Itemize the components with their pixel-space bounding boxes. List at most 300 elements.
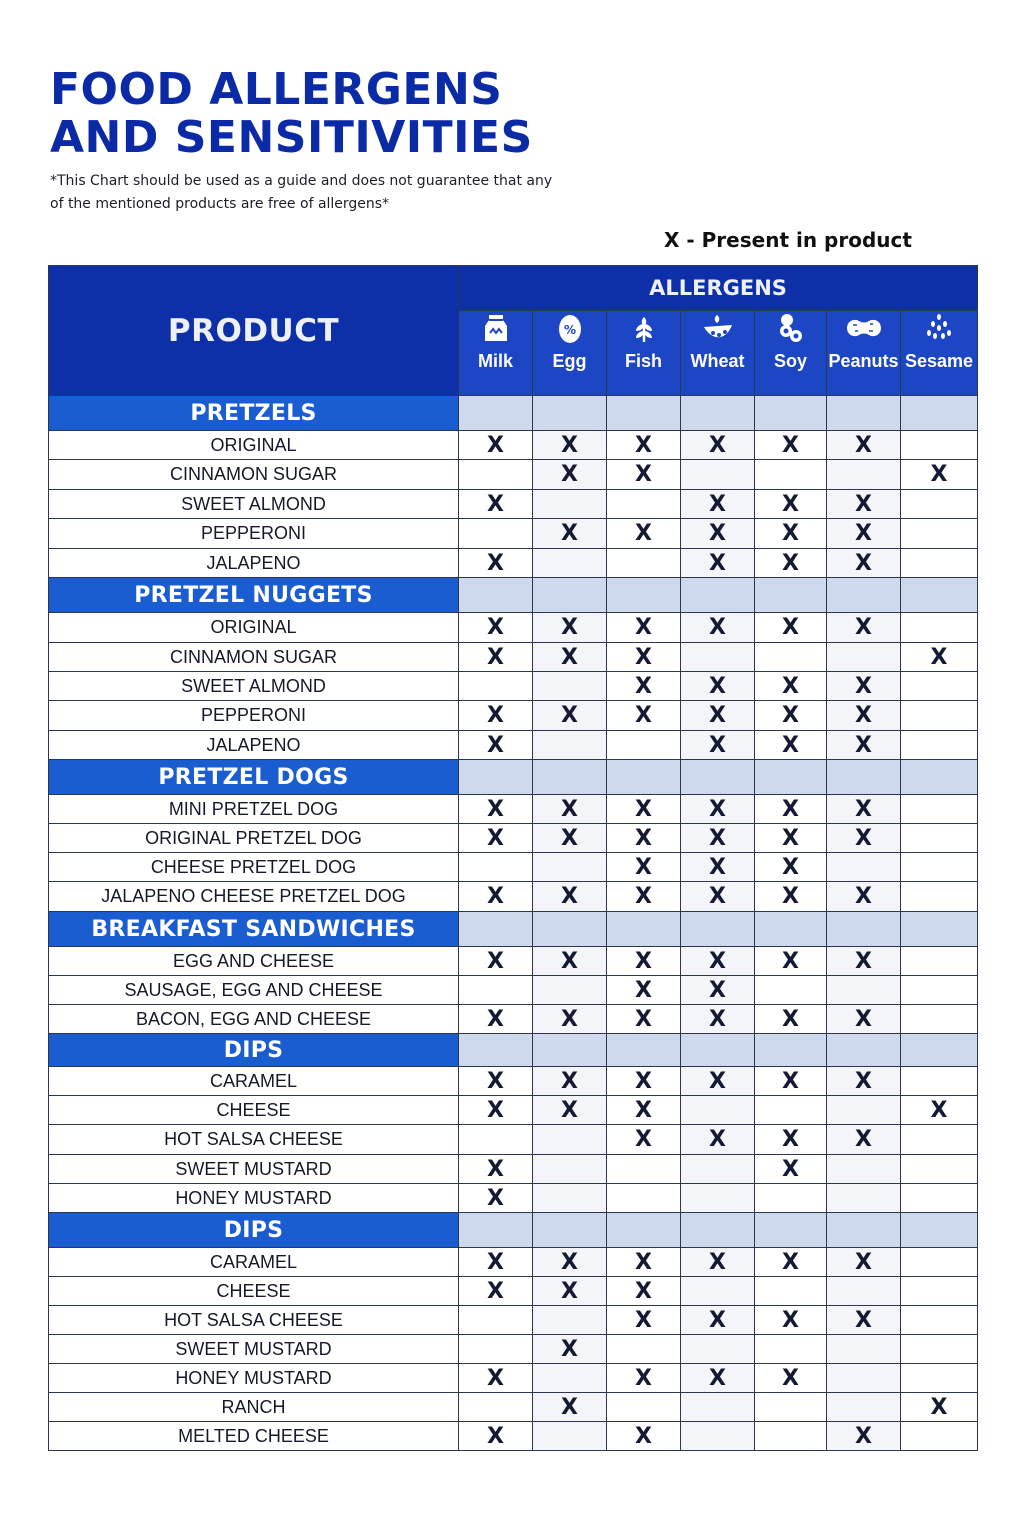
- allergen-cell-peanuts: X: [827, 731, 901, 760]
- column-label: Fish: [624, 351, 662, 371]
- allergen-cell-fish: X: [607, 976, 681, 1005]
- table-row: [49, 613, 978, 643]
- allergen-cell-milk: X: [459, 1155, 533, 1184]
- category-fill-cell: [533, 578, 607, 613]
- product-name: HOT SALSA CHEESE: [49, 1306, 459, 1335]
- allergen-cell-sesame: [901, 549, 978, 578]
- allergen-cell-milk: [459, 1306, 533, 1335]
- product-name: MELTED CHEESE: [49, 1422, 459, 1451]
- table-row: [49, 1393, 978, 1422]
- allergen-cell-wheat: [681, 1335, 755, 1364]
- category-title: PRETZELS: [49, 396, 459, 431]
- product-name: SWEET MUSTARD: [49, 1335, 459, 1364]
- allergen-cell-wheat: X: [681, 1364, 755, 1393]
- product-name: RANCH: [49, 1393, 459, 1422]
- allergen-cell-peanuts: [827, 460, 901, 490]
- disclaimer: [50, 170, 610, 216]
- allergen-cell-soy: X: [755, 431, 827, 460]
- allergen-cell-milk: X: [459, 549, 533, 578]
- allergen-cell-soy: X: [755, 549, 827, 578]
- allergen-cell-peanuts: X: [827, 1306, 901, 1335]
- allergen-cell-egg: X: [533, 519, 607, 549]
- category-row: [49, 1213, 978, 1248]
- sesame-icon: [922, 311, 956, 345]
- column-peanuts: [827, 311, 901, 396]
- allergen-cell-milk: X: [459, 431, 533, 460]
- column-label: Egg: [552, 351, 587, 371]
- table-row: [49, 1335, 978, 1364]
- allergen-cell-soy: [755, 1393, 827, 1422]
- column-sesame: [901, 311, 978, 396]
- column-soy: [755, 311, 827, 396]
- category-fill-cell: [827, 1034, 901, 1067]
- category-fill-cell: [901, 396, 978, 431]
- allergen-cell-fish: X: [607, 1364, 681, 1393]
- allergen-cell-soy: [755, 643, 827, 672]
- allergen-cell-soy: X: [755, 519, 827, 549]
- svg-text:%: %: [563, 323, 576, 337]
- allergen-cell-milk: X: [459, 1364, 533, 1393]
- allergen-cell-milk: [459, 1393, 533, 1422]
- allergen-cell-peanuts: [827, 1277, 901, 1306]
- column-label: Soy: [773, 351, 807, 371]
- category-fill-cell: [607, 760, 681, 795]
- allergen-cell-peanuts: X: [827, 701, 901, 731]
- category-fill-cell: [755, 396, 827, 431]
- allergen-cell-sesame: [901, 1067, 978, 1096]
- category-title: BREAKFAST SANDWICHES: [49, 912, 459, 947]
- allergen-cell-fish: [607, 731, 681, 760]
- product-name: CHEESE: [49, 1096, 459, 1125]
- allergen-cell-sesame: [901, 1155, 978, 1184]
- category-title: DIPS: [49, 1213, 459, 1248]
- allergen-cell-sesame: X: [901, 1096, 978, 1125]
- allergens-header: ALLERGENS: [459, 266, 978, 311]
- allergen-cell-egg: X: [533, 701, 607, 731]
- allergen-cell-peanuts: X: [827, 672, 901, 701]
- allergen-cell-egg: [533, 549, 607, 578]
- category-fill-cell: [459, 912, 533, 947]
- table-row: [49, 976, 978, 1005]
- allergen-cell-fish: [607, 1184, 681, 1213]
- category-fill-cell: [827, 1213, 901, 1248]
- category-fill-cell: [681, 1213, 755, 1248]
- egg-icon: [553, 311, 587, 345]
- allergen-cell-milk: X: [459, 1277, 533, 1306]
- column-fish: [607, 311, 681, 396]
- allergen-cell-peanuts: X: [827, 1125, 901, 1155]
- allergen-cell-egg: X: [533, 882, 607, 912]
- allergen-cell-soy: [755, 1184, 827, 1213]
- table-row: [49, 1125, 978, 1155]
- allergen-cell-wheat: X: [681, 549, 755, 578]
- allergen-cell-soy: X: [755, 1125, 827, 1155]
- table-row: [49, 1422, 978, 1451]
- allergen-cell-fish: X: [607, 853, 681, 882]
- allergen-cell-sesame: [901, 1306, 978, 1335]
- category-fill-cell: [827, 396, 901, 431]
- table-row: [49, 882, 978, 912]
- category-row: [49, 396, 978, 431]
- allergen-cell-egg: X: [533, 460, 607, 490]
- allergen-cell-wheat: X: [681, 853, 755, 882]
- table-row: [49, 643, 978, 672]
- allergen-cell-milk: X: [459, 1067, 533, 1096]
- allergen-cell-fish: [607, 549, 681, 578]
- allergen-cell-peanuts: X: [827, 1422, 901, 1451]
- product-name: CARAMEL: [49, 1067, 459, 1096]
- allergen-cell-egg: X: [533, 1067, 607, 1096]
- category-title: DIPS: [49, 1034, 459, 1067]
- allergen-cell-egg: [533, 976, 607, 1005]
- allergen-cell-fish: [607, 1335, 681, 1364]
- allergen-cell-egg: X: [533, 824, 607, 853]
- allergen-cell-egg: X: [533, 1277, 607, 1306]
- allergen-cell-soy: X: [755, 795, 827, 824]
- allergen-cell-peanuts: X: [827, 613, 901, 643]
- allergen-cell-egg: [533, 1184, 607, 1213]
- allergen-cell-wheat: [681, 1393, 755, 1422]
- allergen-cell-sesame: X: [901, 460, 978, 490]
- category-fill-cell: [607, 1213, 681, 1248]
- allergen-cell-peanuts: X: [827, 549, 901, 578]
- category-fill-cell: [607, 912, 681, 947]
- allergen-cell-peanuts: X: [827, 795, 901, 824]
- allergen-cell-peanuts: X: [827, 1248, 901, 1277]
- category-fill-cell: [901, 760, 978, 795]
- allergen-cell-egg: X: [533, 1393, 607, 1422]
- allergen-cell-egg: X: [533, 613, 607, 643]
- allergen-cell-milk: X: [459, 1096, 533, 1125]
- allergen-cell-sesame: [901, 882, 978, 912]
- allergen-cell-wheat: X: [681, 824, 755, 853]
- allergen-cell-soy: [755, 1277, 827, 1306]
- table-row: [49, 1277, 978, 1306]
- column-label: Peanuts: [828, 351, 899, 371]
- allergen-cell-wheat: X: [681, 672, 755, 701]
- allergen-cell-sesame: [901, 947, 978, 976]
- allergen-cell-wheat: X: [681, 613, 755, 643]
- allergen-cell-fish: X: [607, 1306, 681, 1335]
- allergen-cell-sesame: [901, 1184, 978, 1213]
- allergen-cell-egg: X: [533, 947, 607, 976]
- allergen-cell-sesame: [901, 1422, 978, 1451]
- allergen-cell-soy: X: [755, 824, 827, 853]
- allergen-cell-wheat: X: [681, 490, 755, 519]
- product-name: ORIGINAL: [49, 431, 459, 460]
- allergen-cell-fish: X: [607, 672, 681, 701]
- allergen-cell-wheat: X: [681, 1005, 755, 1034]
- allergen-cell-sesame: [901, 613, 978, 643]
- allergen-cell-wheat: X: [681, 795, 755, 824]
- allergen-cell-soy: X: [755, 672, 827, 701]
- allergen-cell-egg: [533, 1306, 607, 1335]
- title-line-1: FOOD ALLERGENS: [50, 64, 503, 115]
- product-name: MINI PRETZEL DOG: [49, 795, 459, 824]
- allergen-cell-soy: [755, 976, 827, 1005]
- category-fill-cell: [755, 578, 827, 613]
- allergen-cell-fish: X: [607, 795, 681, 824]
- allergen-cell-milk: X: [459, 824, 533, 853]
- allergen-cell-soy: X: [755, 1067, 827, 1096]
- allergen-cell-soy: [755, 460, 827, 490]
- category-fill-cell: [681, 578, 755, 613]
- allergen-cell-milk: X: [459, 1184, 533, 1213]
- allergen-cell-soy: X: [755, 1306, 827, 1335]
- allergen-cell-fish: X: [607, 824, 681, 853]
- allergen-cell-soy: [755, 1096, 827, 1125]
- allergen-cell-fish: X: [607, 1125, 681, 1155]
- category-fill-cell: [755, 1034, 827, 1067]
- allergen-cell-milk: X: [459, 701, 533, 731]
- allergen-cell-wheat: [681, 1277, 755, 1306]
- page-title: [50, 66, 533, 162]
- allergen-cell-egg: [533, 1125, 607, 1155]
- allergen-cell-sesame: [901, 490, 978, 519]
- peanut-icon: [841, 311, 887, 345]
- product-name: CHEESE PRETZEL DOG: [49, 853, 459, 882]
- table-row: [49, 1306, 978, 1335]
- category-fill-cell: [533, 1034, 607, 1067]
- category-fill-cell: [459, 578, 533, 613]
- allergen-cell-egg: [533, 1422, 607, 1451]
- allergen-cell-peanuts: [827, 1096, 901, 1125]
- allergen-cell-soy: X: [755, 701, 827, 731]
- table-row: [49, 795, 978, 824]
- allergen-cell-fish: X: [607, 947, 681, 976]
- category-fill-cell: [459, 760, 533, 795]
- table-row: [49, 824, 978, 853]
- table-row: [49, 1155, 978, 1184]
- category-fill-cell: [827, 912, 901, 947]
- allergen-cell-milk: X: [459, 643, 533, 672]
- milk-carton-icon: [479, 311, 513, 345]
- allergen-cell-milk: [459, 519, 533, 549]
- allergen-cell-fish: X: [607, 701, 681, 731]
- product-name: CARAMEL: [49, 1248, 459, 1277]
- product-name: BACON, EGG AND CHEESE: [49, 1005, 459, 1034]
- allergen-cell-peanuts: [827, 976, 901, 1005]
- category-fill-cell: [533, 912, 607, 947]
- allergen-cell-peanuts: X: [827, 1067, 901, 1096]
- allergen-cell-soy: [755, 1335, 827, 1364]
- allergen-cell-sesame: [901, 1364, 978, 1393]
- category-fill-cell: [533, 760, 607, 795]
- allergen-cell-milk: X: [459, 1422, 533, 1451]
- allergen-cell-egg: X: [533, 1248, 607, 1277]
- category-row: [49, 578, 978, 613]
- allergen-cell-egg: X: [533, 643, 607, 672]
- allergen-cell-peanuts: [827, 853, 901, 882]
- allergen-cell-peanuts: X: [827, 947, 901, 976]
- allergen-cell-wheat: X: [681, 882, 755, 912]
- allergen-cell-fish: X: [607, 431, 681, 460]
- allergen-cell-wheat: [681, 1096, 755, 1125]
- product-name: HOT SALSA CHEESE: [49, 1125, 459, 1155]
- allergen-cell-egg: [533, 731, 607, 760]
- allergen-cell-milk: X: [459, 731, 533, 760]
- allergen-cell-fish: [607, 490, 681, 519]
- allergen-cell-egg: X: [533, 1096, 607, 1125]
- allergen-cell-wheat: X: [681, 947, 755, 976]
- allergen-cell-sesame: [901, 1125, 978, 1155]
- allergen-cell-soy: X: [755, 1155, 827, 1184]
- allergen-cell-wheat: [681, 1184, 755, 1213]
- category-fill-cell: [533, 396, 607, 431]
- allergen-cell-fish: X: [607, 643, 681, 672]
- table-body: [49, 396, 978, 1451]
- allergen-cell-fish: X: [607, 1005, 681, 1034]
- allergen-cell-peanuts: X: [827, 519, 901, 549]
- product-name: PEPPERONI: [49, 701, 459, 731]
- category-fill-cell: [755, 1213, 827, 1248]
- allergen-cell-wheat: X: [681, 431, 755, 460]
- table-row: [49, 947, 978, 976]
- allergen-cell-milk: X: [459, 490, 533, 519]
- product-name: ORIGINAL PRETZEL DOG: [49, 824, 459, 853]
- allergen-cell-wheat: [681, 643, 755, 672]
- allergen-cell-sesame: [901, 519, 978, 549]
- allergen-cell-wheat: X: [681, 1125, 755, 1155]
- category-row: [49, 1034, 978, 1067]
- allergen-cell-sesame: [901, 701, 978, 731]
- category-row: [49, 760, 978, 795]
- category-fill-cell: [459, 1213, 533, 1248]
- allergen-cell-wheat: X: [681, 701, 755, 731]
- allergen-cell-soy: X: [755, 1364, 827, 1393]
- column-milk: [459, 311, 533, 396]
- product-name: JALAPENO: [49, 731, 459, 760]
- product-name: ORIGINAL: [49, 613, 459, 643]
- allergen-cell-milk: X: [459, 1248, 533, 1277]
- table-row: [49, 519, 978, 549]
- allergen-cell-soy: X: [755, 613, 827, 643]
- table-row: [49, 549, 978, 578]
- allergen-cell-milk: [459, 460, 533, 490]
- allergen-cell-milk: [459, 976, 533, 1005]
- category-fill-cell: [901, 1034, 978, 1067]
- column-label: Milk: [477, 351, 513, 371]
- product-name: EGG AND CHEESE: [49, 947, 459, 976]
- category-fill-cell: [459, 396, 533, 431]
- allergen-cell-fish: X: [607, 1096, 681, 1125]
- product-header: PRODUCT: [49, 266, 459, 396]
- product-name: SAUSAGE, EGG AND CHEESE: [49, 976, 459, 1005]
- allergen-cell-peanuts: X: [827, 431, 901, 460]
- allergen-cell-wheat: X: [681, 1248, 755, 1277]
- product-name: SWEET ALMOND: [49, 490, 459, 519]
- category-fill-cell: [607, 1034, 681, 1067]
- product-name: CINNAMON SUGAR: [49, 460, 459, 490]
- product-name: JALAPENO: [49, 549, 459, 578]
- allergen-cell-wheat: X: [681, 976, 755, 1005]
- category-fill-cell: [681, 1034, 755, 1067]
- allergen-cell-peanuts: X: [827, 1005, 901, 1034]
- category-fill-cell: [607, 396, 681, 431]
- allergen-cell-peanuts: X: [827, 824, 901, 853]
- allergen-cell-milk: [459, 1125, 533, 1155]
- allergen-cell-egg: X: [533, 1335, 607, 1364]
- allergen-cell-fish: X: [607, 882, 681, 912]
- allergen-cell-sesame: X: [901, 643, 978, 672]
- allergen-cell-sesame: [901, 853, 978, 882]
- allergen-cell-wheat: [681, 1155, 755, 1184]
- allergen-cell-wheat: X: [681, 731, 755, 760]
- allergen-cell-fish: X: [607, 613, 681, 643]
- allergen-cell-peanuts: [827, 1364, 901, 1393]
- allergen-cell-fish: X: [607, 460, 681, 490]
- table-row: [49, 490, 978, 519]
- allergen-cell-milk: X: [459, 613, 533, 643]
- allergen-cell-sesame: [901, 431, 978, 460]
- allergen-cell-sesame: [901, 1335, 978, 1364]
- allergen-cell-wheat: X: [681, 519, 755, 549]
- allergen-cell-soy: [755, 1422, 827, 1451]
- category-row: [49, 912, 978, 947]
- product-name: HONEY MUSTARD: [49, 1364, 459, 1393]
- category-fill-cell: [901, 912, 978, 947]
- allergen-cell-peanuts: X: [827, 490, 901, 519]
- allergen-cell-egg: X: [533, 1005, 607, 1034]
- product-name: HONEY MUSTARD: [49, 1184, 459, 1213]
- allergen-cell-peanuts: [827, 1184, 901, 1213]
- allergen-cell-sesame: [901, 672, 978, 701]
- product-name: CHEESE: [49, 1277, 459, 1306]
- allergen-cell-milk: X: [459, 882, 533, 912]
- allergen-cell-peanuts: X: [827, 882, 901, 912]
- table-row: [49, 460, 978, 490]
- product-name: CINNAMON SUGAR: [49, 643, 459, 672]
- allergen-cell-milk: X: [459, 947, 533, 976]
- allergen-table: [48, 265, 978, 1451]
- category-fill-cell: [681, 396, 755, 431]
- table-row: [49, 672, 978, 701]
- product-name: SWEET MUSTARD: [49, 1155, 459, 1184]
- allergen-cell-sesame: [901, 731, 978, 760]
- allergen-cell-milk: X: [459, 795, 533, 824]
- allergen-cell-milk: [459, 672, 533, 701]
- category-fill-cell: [827, 578, 901, 613]
- column-label: Wheat: [690, 351, 745, 371]
- allergen-cell-milk: [459, 1335, 533, 1364]
- allergen-cell-soy: X: [755, 853, 827, 882]
- allergen-cell-egg: [533, 672, 607, 701]
- allergen-cell-fish: [607, 1393, 681, 1422]
- fish-icon: [627, 311, 661, 345]
- allergen-cell-fish: [607, 1155, 681, 1184]
- table-row: [49, 1364, 978, 1393]
- allergen-cell-fish: X: [607, 1422, 681, 1451]
- allergen-cell-fish: X: [607, 1277, 681, 1306]
- allergen-cell-wheat: [681, 1422, 755, 1451]
- table-row: [49, 701, 978, 731]
- category-fill-cell: [901, 1213, 978, 1248]
- allergen-cell-sesame: [901, 1005, 978, 1034]
- category-title: PRETZEL DOGS: [49, 760, 459, 795]
- allergen-cell-soy: X: [755, 731, 827, 760]
- disclaimer-line-1: *This Chart should be used as a guide and does not guarantee that any: [50, 173, 553, 189]
- allergen-cell-wheat: [681, 460, 755, 490]
- allergen-cell-egg: [533, 490, 607, 519]
- table-row: [49, 1184, 978, 1213]
- category-fill-cell: [681, 760, 755, 795]
- table-row: [49, 731, 978, 760]
- allergen-cell-egg: [533, 1364, 607, 1393]
- column-egg: [533, 311, 607, 396]
- allergen-cell-sesame: [901, 824, 978, 853]
- category-fill-cell: [533, 1213, 607, 1248]
- allergen-cell-peanuts: [827, 1335, 901, 1364]
